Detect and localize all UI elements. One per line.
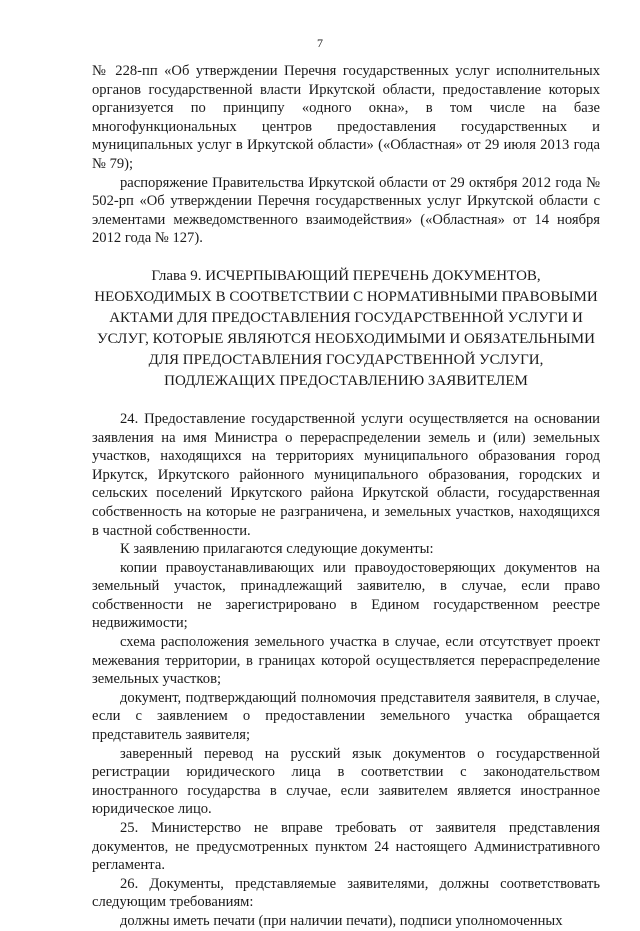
- paragraph: № 228-пп «Об утверждении Перечня государственных услуг исполнительных органов государственной власти Иркутской области, предоставление которых организуется по принципу «одного окна», в том числе на базе многофункциональных центров предоставления государственных и муниципальных услуг в Иркутской области» («Областная» от 29 июля 2013 года № 79);: [92, 63, 600, 172]
- paragraph: 25. Министерство не вправе требовать от заявителя представления документов, не предусмотренных пунктом 24 настоящего Административного регламента.: [92, 820, 600, 874]
- paragraph: заверенный перевод на русский язык документов о государственной регистрации юридического лица в соответствии с законодательством иностранного государства в случае, если заявителем является иностранное юридическое лицо.: [92, 745, 600, 818]
- page-number: 7: [317, 36, 323, 50]
- paragraph: 24. Предоставление государственной услуги осуществляется на основании заявления на имя Министра о перераспределении земель и (или) земельных участков, находящихся на территориях муниципального образования город Иркутск, Иркутского районного муниципального образования, городских и сельских поселений Иркутского района Иркутской области, государственная собственность на которые не разграничена, и земельных участков, находящихся в частной собственности.: [92, 410, 600, 539]
- document-body: [92, 62, 600, 931]
- paragraph: должны иметь печати (при наличии печати), подписи уполномоченных: [120, 912, 563, 929]
- paragraph: схема расположения земельного участка в случае, если отсутствует проект межевания территории, в границах которой осуществляется перераспределение земельных участков;: [92, 634, 600, 688]
- paragraph: К заявлению прилагаются следующие документы:: [120, 541, 434, 558]
- paragraph: документ, подтверждающий полномочия представителя заявителя, в случае, если с заявлением о предоставлении земельного участка обращается представитель заявителя;: [92, 689, 600, 744]
- paragraph: 26. Документы, представляемые заявителями, должны соответствовать следующим требованиям:: [92, 875, 600, 911]
- paragraph: копии правоустанавливающих или правоудостоверяющих документов на земельный участок, принадлежащий заявителю, в случае, если право собственности не зарегистрировано в Едином государственном реестре недвижимости;: [92, 559, 600, 632]
- paragraph: распоряжение Правительства Иркутской области от 29 октября 2012 года № 502-рп «Об утверждении Перечня государственных услуг Иркутской области с элементами межведомственного взаимодействия» («Областная» от 14 ноября 2012 года № 127).: [92, 174, 600, 247]
- chapter-heading: Глава 9. ИСЧЕРПЫВАЮЩИЙ ПЕРЕЧЕНЬ ДОКУМЕНТОВ, НЕОБХОДИМЫХ В СООТВЕТСТВИИ С НОРМАТИВНЫМИ ПРАВОВЫМИ АКТАМИ ДЛЯ ПРЕДОСТАВЛЕНИЯ ГОСУДАРСТВЕННОЙ УСЛУГИ И УСЛУГ, КОТОРЫЕ ЯВЛЯЮТСЯ НЕОБХОДИМЫМИ И ОБЯЗАТЕЛЬНЫМИ ДЛЯ ПРЕДОСТАВЛЕНИЯ ГОСУДАРСТВЕННОЙ УСЛУГИ, ПОДЛЕЖАЩИХ ПРЕДОСТАВЛЕНИЮ ЗАЯВИТЕЛЕМ: [94, 267, 598, 389]
